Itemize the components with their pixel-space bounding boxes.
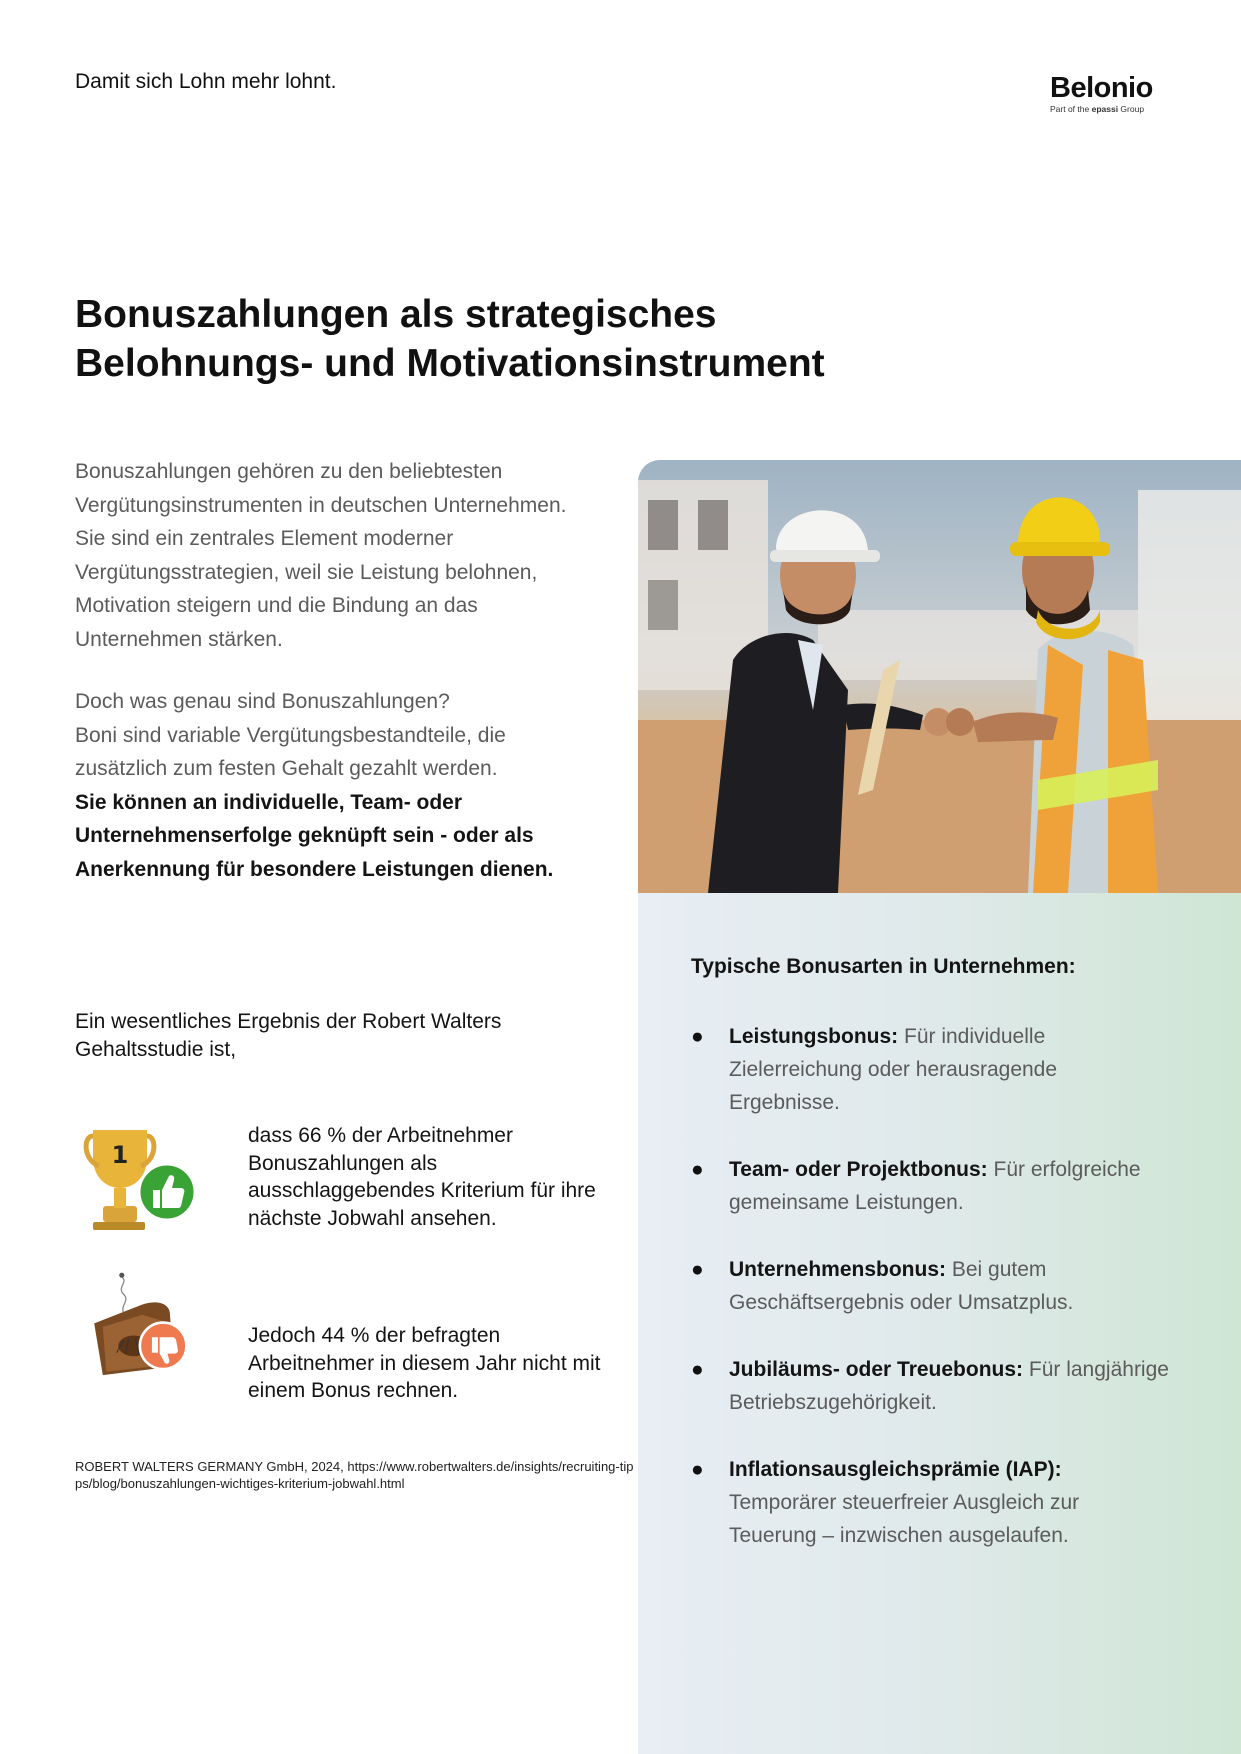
stat-44-text: Jedoch 44 % der befragten Arbeitnehmer in diesem Jahr nicht mit einem Bonus rechnen. bbox=[248, 1324, 601, 1402]
bonus-types-heading: Typische Bonusarten in Unternehmen: bbox=[691, 955, 1076, 978]
page-title-line-2: Belohnungs- und Motivationsinstrument bbox=[75, 342, 825, 385]
hero-photo-handshake bbox=[638, 460, 1241, 893]
list-item: ● Leistungsbonus: Für individuelle Zielerreichung oder herausragende Ergebnisse. bbox=[691, 1020, 1171, 1119]
page-title-line-1: Bonuszahlungen als strategisches bbox=[75, 293, 717, 336]
list-item: ● Jubiläums- oder Treuebonus: Für langjährige Betriebszugehörigkeit. bbox=[691, 1353, 1171, 1419]
bullet-icon: ● bbox=[691, 1025, 704, 1048]
bullet-icon: ● bbox=[691, 1358, 704, 1381]
belonio-logo[interactable] bbox=[1050, 73, 1170, 114]
logo-wordmark: Belonio bbox=[1050, 72, 1153, 104]
bullet-icon: ● bbox=[691, 1158, 704, 1181]
logo-subline: Part of the epassi Group bbox=[1050, 104, 1145, 114]
bullet-icon: ● bbox=[691, 1258, 704, 1281]
intro-question: Doch was genau sind Bonuszahlungen? bbox=[75, 690, 450, 713]
bonus-types-list bbox=[691, 1020, 1171, 1586]
study-lead: Ein wesentliches Ergebnis der Robert Walters Gehaltsstudie ist, bbox=[75, 1010, 502, 1061]
intro-paragraph: Bonuszahlungen gehören zu den beliebtesten Vergütungsinstrumenten in deutschen Unternehmen. Sie sind ein zentrales Element moderner Vergütungsstrategien, weil sie Leistung belohnen, Motivation steigern und die Bindung an das Unternehmen stärken. bbox=[75, 460, 567, 651]
tagline: Damit sich Lohn mehr lohnt. bbox=[75, 70, 337, 93]
list-item: ● Team- oder Projektbonus: Für erfolgreiche gemeinsame Leistungen. bbox=[691, 1153, 1171, 1219]
empty-wallet-thumbs-down-icon bbox=[83, 1270, 195, 1382]
source-citation: ROBERT WALTERS GERMANY GmbH, 2024, https://www.robertwalters.de/insights/recruiting-tipps/blog/bonuszahlungen-wichtiges-kriterium-jobwahl.html bbox=[75, 1459, 634, 1491]
trophy-rank: 1 bbox=[111, 1141, 129, 1169]
intro-emphasis: Sie können an individuelle, Team- oder Unternehmenserfolge geknüpft sein - oder als Anerkennung für besondere Leistungen dienen. bbox=[75, 790, 554, 881]
intro-definition: Boni sind variable Vergütungsbestandteile, die zusätzlich zum festen Gehalt gezahlt werden. bbox=[75, 723, 506, 780]
bullet-icon: ● bbox=[691, 1458, 704, 1481]
construction-site-photo bbox=[638, 460, 1241, 893]
intro-section bbox=[75, 455, 595, 886]
page-title bbox=[75, 290, 975, 388]
stat-66-text: dass 66 % der Arbeitnehmer Bonuszahlungen als ausschlaggebendes Kriterium für ihre nächste Jobwahl ansehen. bbox=[248, 1124, 596, 1230]
list-item: ● Inflationsausgleichsprämie (IAP): Temporärer steuerfreier Ausgleich zur Teuerung – inzwischen ausgelaufen. bbox=[691, 1453, 1171, 1552]
list-item: ● Unternehmensbonus: Bei gutem Geschäftsergebnis oder Umsatzplus. bbox=[691, 1253, 1171, 1319]
trophy-thumbs-up-icon bbox=[83, 1122, 195, 1234]
